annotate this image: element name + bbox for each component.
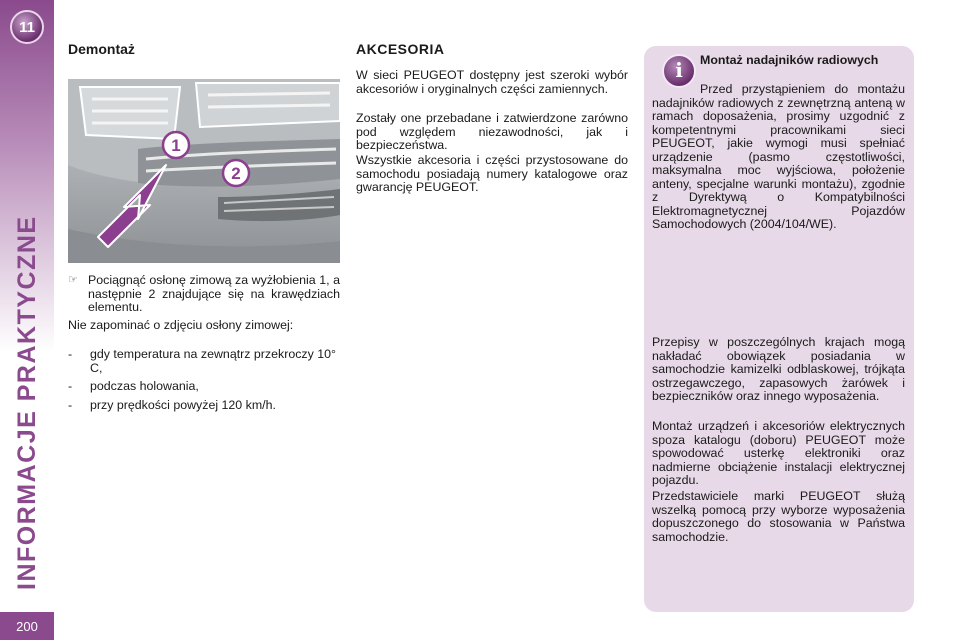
removal-conditions-list [68,348,340,417]
list-item: - gdy temperatura na zewnątrz przekroczy 10° C, [68,347,336,375]
accessories-paragraph: Wszystkie akcesoria i części przystosowane do samochodu posiadają numery katalogowe oraz gwarancję PEUGEOT. [356,153,628,194]
accessories-heading: AKCESORIA [356,41,445,57]
info-box-intro: Przed przystąpieniem do montażu nadajników radiowych z zewnętrzną anteną w ramach doposażenia, prosimy uzgodnić z kompetentnymi pracownikami sieci PEUGEOT, jakie wymogi musi spełniać urządzenie (pasmo częstotliwości, maksymalna moc wyjściowa, położenie anteny, specjalne warunki montażu), zgodnie z Dyrektywą o Kompatybilności Elektromagnetycznej Pojazdów Samochodowych (2004/104/WE). [652,82,905,231]
callout-1-icon [163,132,189,158]
removal-step [68,274,340,315]
info-box-title: Montaż nadajników radiowych [700,53,879,67]
chapter-number-badge: 11 [10,10,44,44]
info-box-paragraph: Przepisy w poszczególnych krajach mogą nakładać obowiązek posiadania w samochodzie kamizelki odblaskowej, trójkąta ostrzegawczego, zapasowych żarówek i bezpieczników oraz innego wyposażenia. [652,335,905,403]
info-box-paragraph: Montaż urządzeń i akcesoriów elektrycznych spoza katalogu (doboru) PEUGEOT może spowodować usterkę elektroniki oraz nadmierne obciążenie instalacji elektrycznej pojazdu. [652,419,905,487]
removal-note: Nie zapominać o zdjęciu osłony zimowej: [68,318,294,332]
page-number: 200 [0,612,54,640]
callout-2-label: 2 [231,164,241,183]
winter-screen-photo [68,79,340,263]
list-item: - przy prędkości powyżej 120 km/h. [68,397,276,412]
info-box [644,46,914,612]
list-item: - podczas holowania, [68,379,199,393]
info-icon: i [662,54,696,88]
removal-step-text: Pociągnąć osłonę zimową za wyżłobienia 1, a następnie 2 znajdujące się na krawędziach elementu. [88,273,340,314]
pointing-hand-icon: ☞ [68,274,78,286]
chapter-title: INFORMACJE PRAKTYCZNE [13,215,41,590]
callout-2-icon [223,160,249,186]
info-box-paragraph: Przedstawiciele marki PEUGEOT służą wszelką pomocą przy wyborze wyposażenia dopuszczonego do stosowania w Państwa samochodzie. [652,489,905,544]
removal-heading: Demontaż [68,41,135,57]
callout-1-label: 1 [171,136,181,155]
accessories-paragraph: W sieci PEUGEOT dostępny jest szeroki wybór akcesoriów i oryginalnych części zamiennych. [356,68,628,96]
accessories-paragraph: Zostały one przebadane i zatwierdzone zarówno pod względem niezawodności, jak i bezpieczeństwa. [356,111,628,152]
chapter-sidebar [0,0,54,640]
bumper-illustration [68,79,340,263]
